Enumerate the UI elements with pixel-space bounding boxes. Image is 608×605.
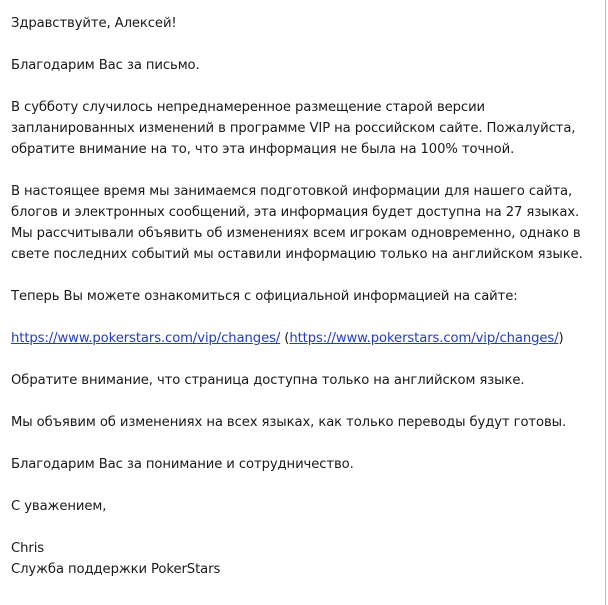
official-info-line: Теперь Вы можете ознакомиться с официальной информацией на сайте: bbox=[11, 289, 518, 304]
vip-changes-link-secondary[interactable]: https://www.pokerstars.com/vip/changes/ bbox=[289, 331, 559, 346]
link-close-paren: ) bbox=[558, 331, 564, 346]
vip-changes-link[interactable]: https://www.pokerstars.com/vip/changes/ bbox=[11, 331, 281, 346]
text-line: Мы рассчитывали объявить об изменениях всем игрокам одновременно, однако в bbox=[11, 226, 581, 241]
link-open-paren: ( bbox=[280, 331, 290, 346]
thanks-line: Благодарим Вас за письмо. bbox=[11, 58, 200, 73]
text-line: обратите внимание на то, что эта информация не была на 100% точной. bbox=[11, 142, 515, 157]
translations-line: Мы объявим об изменениях на всех языках, как только переводы будут готовы. bbox=[11, 415, 567, 430]
paragraph-vip-notice bbox=[11, 97, 596, 160]
paragraph-translation-info bbox=[11, 181, 596, 265]
text-line: В субботу случилось непреднамеренное размещение старой версии bbox=[11, 100, 486, 115]
thanks-understanding-line: Благодарим Вас за понимание и сотрудничество. bbox=[11, 457, 354, 472]
text-line: блогов и электронных сообщений, эта информация будет доступна на 27 языках. bbox=[11, 205, 580, 220]
english-only-line: Обратите внимание, что страница доступна только на английском языке. bbox=[11, 373, 525, 388]
link-line bbox=[11, 328, 596, 349]
text-line: свете последних событий мы оставили информацию только на английском языке. bbox=[11, 247, 583, 262]
scroll-divider bbox=[605, 0, 606, 605]
signature-team: Служба поддержки PokerStars bbox=[11, 562, 221, 577]
signature bbox=[11, 538, 596, 580]
greeting: Здравствуйте, Алексей! bbox=[11, 16, 177, 31]
text-line: В настоящее время мы занимаемся подготовкой информации для нашего сайта, bbox=[11, 184, 573, 199]
text-line: запланированных изменений в программе VIP на российском сайте. Пожалуйста, bbox=[11, 121, 576, 136]
signature-name: Chris bbox=[11, 541, 45, 556]
regards-line: С уважением, bbox=[11, 499, 107, 514]
email-body bbox=[11, 13, 596, 580]
